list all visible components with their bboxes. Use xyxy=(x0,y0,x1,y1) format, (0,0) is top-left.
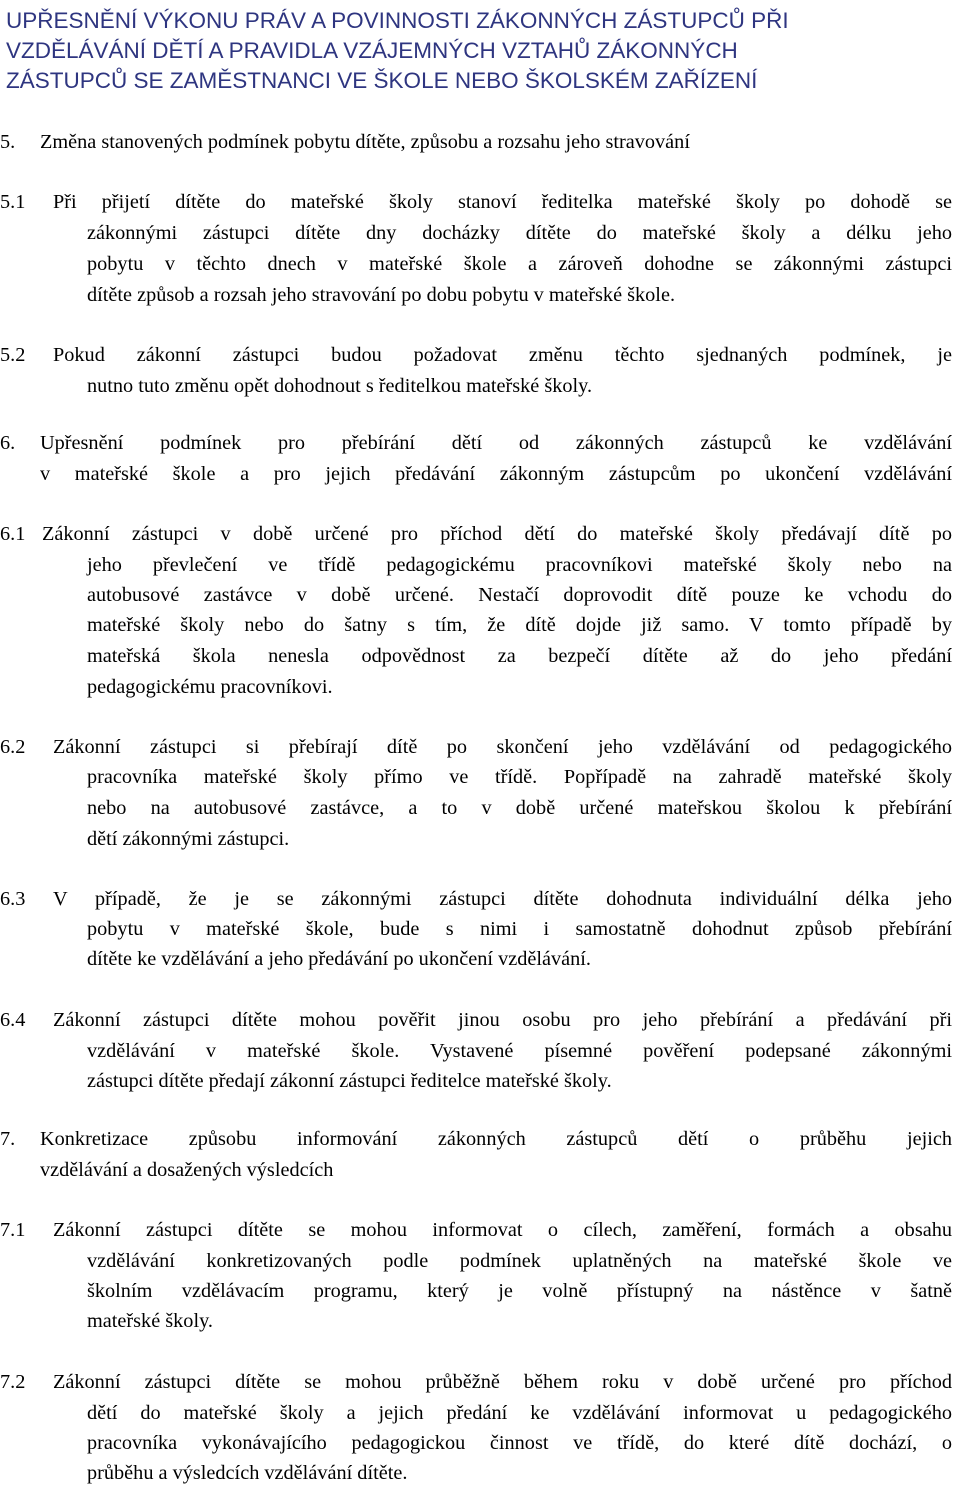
paragraph-5-1-line: dítěte způsob a rozsah jeho stravování po dobu pobytu v mateřské škole. xyxy=(87,284,676,306)
paragraph-7-2-line: průběhu a výsledcích vzdělávání dítěte. xyxy=(87,1462,408,1484)
paragraph-6-1-line: Zákonní zástupci v době určené pro příchod dětí do mateřské školy předávají dítě po xyxy=(42,523,952,545)
paragraph-6-3-line: dítěte ke vzdělávání a jeho předávání po ukončení vzdělávání. xyxy=(87,948,592,970)
paragraph-7-2-line: Zákonní zástupci dítěte se mohou průběžně během roku v době určené pro příchod xyxy=(53,1371,952,1393)
section-7-number: 7. xyxy=(0,1128,16,1150)
paragraph-6-2-number: 6.2 xyxy=(0,736,26,758)
section-6-number: 6. xyxy=(0,432,16,454)
paragraph-7-1-line: vzdělávání konkretizovaných podle podmínek uplatněných na mateřské škole ve xyxy=(87,1250,952,1272)
paragraph-6-4-line: vzdělávání v mateřské škole. Vystavené písemné pověření podepsané zákonnými xyxy=(87,1040,952,1062)
paragraph-6-3-line: V případě, že je se zákonnými zástupci dítěte dohodnuta individuální délka jeho xyxy=(53,888,952,910)
paragraph-5-1-number: 5.1 xyxy=(0,191,26,213)
heading-line: UPŘESNĚNÍ VÝKONU PRÁV A POVINNOSTI ZÁKONNÝCH ZÁSTUPCŮ PŘI xyxy=(6,8,789,33)
paragraph-6-3-line: pobytu v mateřské škole, bude s nimi i samostatně dohodnut způsob přebírání xyxy=(87,918,952,940)
paragraph-7-1-line: školním vzdělávacím programu, který je volně přístupný na nástěnce v šatně xyxy=(87,1280,952,1302)
paragraph-6-1-line: autobusové zastávce v době určené. Nestačí doprovodit dítě pouze ke vchodu do xyxy=(87,584,952,606)
paragraph-6-1-line: mateřské školy nebo do šatny s tím, že dítě dojde již samo. V tomto případě by xyxy=(87,614,952,636)
section-7-title-line: vzdělávání a dosažených výsledcích xyxy=(40,1159,334,1181)
paragraph-7-1-line: Zákonní zástupci dítěte se mohou informovat o cílech, zaměření, formách a obsahu xyxy=(53,1219,952,1241)
paragraph-7-2-line: dětí do mateřské školy a jejich předání ke vzdělávání informovat u pedagogického xyxy=(87,1402,952,1424)
paragraph-7-2-line: pracovníka vykonávajícího pedagogickou činnost ve třídě, do které dítě dochází, o xyxy=(87,1432,952,1454)
paragraph-6-4-number: 6.4 xyxy=(0,1009,26,1031)
paragraph-6-2-line: dětí zákonnými zástupci. xyxy=(87,828,290,850)
section-6-title-line: Upřesnění podmínek pro přebírání dětí od zákonných zástupců ke vzdělávání xyxy=(40,432,952,454)
paragraph-5-1-line: Při přijetí dítěte do mateřské školy stanoví ředitelka mateřské školy po dohodě se xyxy=(53,191,952,213)
section-5-title: Změna stanovených podmínek pobytu dítěte, způsobu a rozsahu jeho stravování xyxy=(40,131,690,153)
paragraph-5-2-number: 5.2 xyxy=(0,344,26,366)
paragraph-6-1-line: jeho převlečení ve třídě pedagogickému pracovníkovi mateřské školy nebo na xyxy=(87,554,952,576)
paragraph-6-1-line: pedagogickému pracovníkovi. xyxy=(87,676,333,698)
section-7-title-line: Konkretizace způsobu informování zákonných zástupců dětí o průběhu jejich xyxy=(40,1128,952,1150)
paragraph-7-2-number: 7.2 xyxy=(0,1371,26,1393)
document-heading xyxy=(6,6,946,96)
paragraph-6-2-line: nebo na autobusové zastávce, a to v době určené mateřskou školou k přebírání xyxy=(87,797,952,819)
paragraph-6-4-line: Zákonní zástupci dítěte mohou pověřit jinou osobu pro jeho přebírání a předávání při xyxy=(53,1009,952,1031)
paragraph-7-1-number: 7.1 xyxy=(0,1219,26,1241)
paragraph-6-3-number: 6.3 xyxy=(0,888,26,910)
paragraph-5-1-line: pobytu v těchto dnech v mateřské škole a zároveň dohodne se zákonnými zástupci xyxy=(87,253,952,275)
paragraph-5-2-line: Pokud zákonní zástupci budou požadovat změnu těchto sjednaných podmínek, je xyxy=(53,344,952,366)
paragraph-6-1-line: mateřská škola nenesla odpovědnost za bezpečí dítěte až do jeho předání xyxy=(87,645,952,667)
paragraph-6-4-line: zástupci dítěte předají zákonní zástupci ředitelce mateřské školy. xyxy=(87,1070,612,1092)
section-5-number: 5. xyxy=(0,131,16,153)
paragraph-5-2-line: nutno tuto změnu opět dohodnout s ředitelkou mateřské školy. xyxy=(87,375,593,397)
section-6-title-line: v mateřské škole a pro jejich předávání zákonným zástupcům po ukončení vzdělávání xyxy=(40,463,952,485)
paragraph-6-2-line: Zákonní zástupci si přebírají dítě po skončení jeho vzdělávání od pedagogického xyxy=(53,736,952,758)
paragraph-6-2-line: pracovníka mateřské školy přímo ve třídě. Popřípadě na zahradě mateřské školy xyxy=(87,766,952,788)
heading-line: VZDĚLÁVÁNÍ DĚTÍ A PRAVIDLA VZÁJEMNÝCH VZTAHŮ ZÁKONNÝCH xyxy=(6,38,738,63)
paragraph-6-1-number: 6.1 xyxy=(0,523,26,545)
paragraph-5-1-line: zákonnými zástupci dítěte dny docházky dítěte do mateřské školy a délku jeho xyxy=(87,222,952,244)
heading-line: ZÁSTUPCŮ SE ZAMĚSTNANCI VE ŠKOLE NEBO ŠKOLSKÉM ZAŘÍZENÍ xyxy=(6,68,758,93)
paragraph-7-1-line: mateřské školy. xyxy=(87,1310,213,1332)
